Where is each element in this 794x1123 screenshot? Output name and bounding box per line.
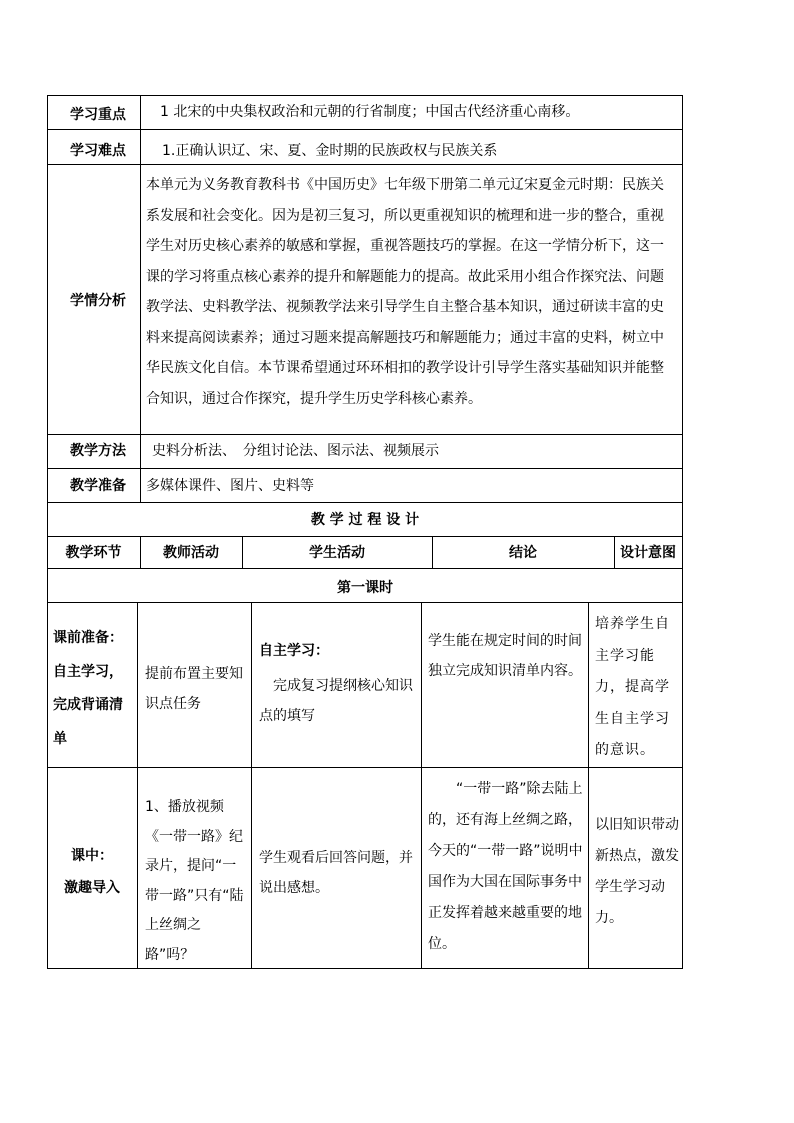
- row-divider: [47, 164, 683, 165]
- stage2-intent: 以旧知识带动新热点，激发学生学习动力。: [595, 817, 679, 926]
- row-divider: [47, 434, 683, 435]
- stage2-stage-line1: 课中：: [71, 848, 113, 864]
- table-border-left: [47, 95, 48, 969]
- difficulty-label: 学习难点: [70, 143, 126, 159]
- column-divider: [588, 602, 589, 969]
- prep-label: 教学准备: [70, 478, 126, 494]
- row-divider: [47, 502, 683, 503]
- stage1-student: 完成复习提纲核心知识点的填写: [259, 678, 413, 724]
- table-border-top: [47, 95, 683, 96]
- analysis-label: 学情分析: [70, 293, 126, 309]
- stage1-conclusion: 学生能在规定时间的时间独立完成知识清单内容。: [428, 633, 582, 679]
- stage2-stage-line2: 激趣导入: [64, 880, 120, 896]
- key-points-text: 1 北宋的中央集权政治和元朝的行省制度；中国古代经济重心南移。: [160, 104, 580, 120]
- prep-text: 多媒体课件、图片、史料等: [146, 478, 314, 494]
- column-header-teacher: 教师活动: [163, 545, 219, 561]
- difficulty-text: 1.正确认识辽、宋、夏、金时期的民族政权与民族关系: [162, 143, 498, 159]
- column-divider: [421, 602, 422, 969]
- column-header-student: 学生活动: [309, 545, 365, 561]
- column-divider: [137, 602, 138, 969]
- stage1-teacher: 提前布置主要知识点任务: [145, 666, 243, 712]
- key-points-label: 学习重点: [70, 107, 126, 123]
- column-header-intent: 设计意图: [620, 545, 676, 561]
- method-label: 教学方法: [70, 443, 126, 459]
- column-header-conclusion: 结论: [509, 545, 537, 561]
- label-column-divider: [140, 95, 141, 502]
- column-header-stage: 教学环节: [65, 545, 122, 561]
- stage1-stage: 课前准备：自主学习，完成背诵清单: [53, 630, 123, 747]
- stage1-student-heading: 自主学习：: [259, 643, 329, 659]
- stage2-student: 学生观看后回答问题，并说出感想。: [259, 850, 413, 896]
- method-text: 史料分析法、 分组讨论法、图示法、视频展示: [152, 443, 439, 459]
- row-divider: [47, 129, 683, 130]
- row-divider: [47, 536, 683, 537]
- stage2-conclusion: “一带一路”除去陆上的，还有海上丝绸之路，今天的“一带一路”说明中国作为大国在国际事务中正发挥着越来越重要的地位。: [428, 781, 583, 952]
- stage2-teacher: 1、播放视频《一带一路》纪录片，提问“一带一路”只有“陆上丝绸之路”吗？: [145, 799, 244, 963]
- analysis-text: 本单元为义务教育教科书《中国历史》七年级下册第二单元辽宋夏金元时期：民族关系发展和社会变化。因为是初三复习，所以更重视知识的梳理和进一步的整合，重视学生对历史核心素养的敏感和掌握，重视答题技巧的掌握。在这一学情分析下，这一课的学习将重点核心素养的提升和解题能力的提高。故此采用小组合作探究法、问题教学法、史料教学法、视频教学法来引导学生自主整合基本知识，通过研读丰富的史料来提高阅读素养；通过习题来提高解题技巧和解题能力；通过丰富的史料，树立中华民族文化自信。本节课希望通过环环相扣的教学设计引导学生落实基础知识并能整合知识，通过合作探究，提升学生历史学科核心素养。: [146, 177, 664, 407]
- process-title: 教 学 过 程 设 计: [310, 512, 420, 528]
- stage1-intent: 培养学生自主学习能力，提高学生自主学习的意识。: [595, 616, 670, 758]
- column-divider: [251, 602, 252, 969]
- row-divider: [47, 468, 683, 469]
- lesson-title: 第一课时: [337, 580, 393, 596]
- row-divider: [47, 568, 683, 569]
- table-border-right: [682, 95, 683, 969]
